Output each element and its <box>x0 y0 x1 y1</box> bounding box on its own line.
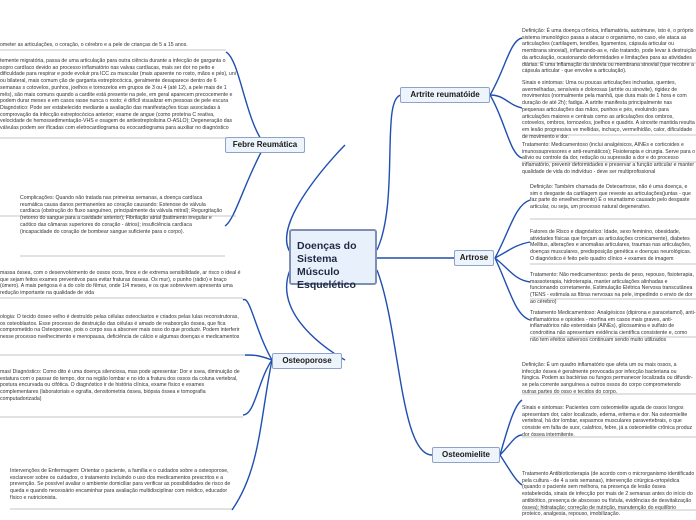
osteo-leaf-definition: massa óssea, com o desenvolvimento de ossos ocos, finos e de extrema sensibilidade, ar risco o ideal é que sejam feitos exames preventivos para evitar fraturas ósseas. Os mur), o punho (rádio) e braço (úmero). A mais perigosa é a do colo do fêmur, onde 1/4 meses, e os que sobrevivem apresenta uma redução importante na qualidade de vida <box>0 270 241 297</box>
artrite-leaf-definition: Definição: É uma doença crônica, inflamatória, autoimune, isto é, o próprio sistema imunológico passa a atacar o organismo, no caso, ele ataca as articulações (cartilagem, tendões, ligamentos, cápsula articular ou membrana sinovial), inflamando-as e, não tratando, pode levar à destruição da articulação, ocasionando deformidades e limitações para as atividades diárias. É uma inflamação da sinóvia ou membrana sinovial (que recobre a cápsula articular - que envolve a articulação). <box>522 28 696 75</box>
osteomielite-leaf-treatment: Tratamento Antibioticoterapia (de acordo com o microrganismo identificado pela cultura - de 4 a seis semanas), intervenção cirúrgica-ortopédica (quando o paciente sem melhora, na presença de lesão óssea estabelecida, sinais de infecção por mais de 2 semanas antes do início do antibiótico, presença de abscesso ou fístula, evidências de desvitalização óssea); hidratação; correção de nutrição, manutenção do equilíbrio proteico, analgesia, repouso, imobilização. <box>522 471 695 518</box>
artrose-leaf-drug-treatment: Tratamento Medicamentoso: Analgésicos (dipirona e paracetamol), anti-inflamatórios e opioides - morfina em casos mais graves, anti-inflamatórios não esteroidais (AINEs), glicosamina e sulfato de condroitina não apresentam evidência científica consistente e, como não tem efeitos adversos continuam sendo muito utilizados <box>530 310 696 343</box>
branch-osteomielite[interactable]: Osteomielite <box>432 447 500 463</box>
branch-artrose[interactable]: Artrose <box>454 250 494 266</box>
osteo-leaf-physiology: ologia: O tecido ósseo velho é destruído pelas células osteoclastos e criados pelas lulas reconstrutoras, os osteoblastos. Esse processo de destruição das células é amado de reabsorção óssea, que fica comprometido na Osteoporose, pois o corpo ssa a absorver mais osso do que produzir. Podem interferir nesse processo nvelhecimento e menopausa, deficiência de cálcio e algumas doenças e medicamentos <box>0 314 240 341</box>
artrite-leaf-treatment: Tratamento: Medicamentoso (inclui analgésicos, AINEs e corticoides e imunossupressores e anti-reumáticos); Fisioterapia e cirurgia. Serve para o alívio ou controle da dor, redução ou supressão a dor e do processo inflamatório, prevenir deformidades e preservar a função articular e manter qualidade de vida do indivíduo - deve ser multiprofissional <box>522 142 695 175</box>
branch-artrite-reumatoide[interactable]: Artrite reumatóide <box>400 87 490 103</box>
artrose-leaf-definition: Definição: Também chamada de Osteoartrose, não é uma doença, e sim o desgaste da cartilagem que reveste as articulações(juntas - que faz parte do envelhecimento) É o reumatismo causado pelo desgaste articular, ou seja, um processo natural degenerativo. <box>530 184 691 211</box>
febre-leaf-complications: Complicações: Quando não tratada nas primeiras semanas, a doença cardíaca reumática causa danos permanentes ao coração causando: Estenose de válvula cardíaca (obstrução do fluxo sanguíneo, principalmente da válvula mitral); Regurgitação (retorno do sangue para a cavidade anterior); Fibrilação atrial (batimento irregular e caótico das câmaras superiores do coração - átrios); insuficiência cardíaca (incapacidade do coração de bombear sangue suficiente para o corpo). <box>20 195 223 235</box>
osteomielite-leaf-symptoms: Sinais e sintomas: Pacientes com osteomielite aguda de ossos longos apresentam dor, calor localizado, edema, eritema e dor. Na osteomielite vertebral, há dor lombar, espasmos musculares paravertebrais, o que consiste em falta de suor, calafrios, febre, já a osteomielite crônica produz dor óssea intermitente. <box>522 405 693 438</box>
artrose-leaf-risk-diagnosis: Fatores de Risco e diagnóstico: Idade, sexo feminino, obesidade, atividades físicas que forçam as articulações cronicamente), diabetes Mellitus, alterações e anomalias articulares, traumas nas articulações, doenças musculares, predisposição genética e doenças neurológicas. O diagnóstico é feito pelo quadro clínico + exames de imagem <box>530 229 692 262</box>
osteo-leaf-symptoms-diagnosis: mas/ Diagnóstico: Como dito é uma doença silenciosa, mas pode apresentar: Dor e ssea, diminuição de estatura com o passar do tempo, dor na região lombar e no ido a fratura dos ossos da coluna vertebral, postura encurvada ou cifótica. O diagnóstico ir de história clínica, exame físico e exames complementares (laboratoriais e ografia, densitometria óssea, biópsia óssea e tomografia computadorizada) <box>0 369 240 402</box>
central-topic-line-3: Esquelético <box>297 279 356 291</box>
branch-osteoporose[interactable]: Osteoporose <box>272 353 342 369</box>
central-topic-line-2: Sistema Músculo <box>297 253 340 278</box>
febre-leaf-symptoms-diagnosis: temente migratória, passa de uma articulação para outra ciência durante a infecção de garganta o sopro cardíaco devido ao processo inflamatório nas valvas cardíacas, mais ser dor no peito e dificuldade para respirar e pode evoluir pra ICC za muscular (mais aparente no rosto, mãos e pés), uni ou bilateral, mais comum ção de garganta estreptocócica, geralmente desaparece dentro de 6 semanas s cotovelos, punhos, joelhos e tornozelos em grupos de 3 ou 4 (até 12), a pele mais de 1 mês), são mais comuns quando a cardite está presente na pele, em geral aparecem precocemente e podem durar meses e em casos rasse nunca o rosto; é difícil visualizar em pessoas de pele escura Diagnóstico: Pode ser estabelecido mediante a avaliação das manifestações ticas associadas à comprovação da infecção estreptocócica anterior; exame de angue (como proteína C reativa, velocidade de hemossedimentação-VHS e osagem de antiestreptolisina O-ASLO); Degeneração das válvulas podem ser ificadas com eletrocardiograma ou ecocardiograma para auxiliar no diagnóstico <box>0 58 236 132</box>
artrose-leaf-non-drug-treatment: Tratamento: Não medicamentoso: perda de peso, repouso, fisioterapia, massoterapia, hidroterapia, manter articulações alinhadas e funcionando corretamente, Estimulação Elétrica Nervosa transcutânea (TENS - estimula as fibras nervosas na pele, impedindo o envio de dor ao cérebro) <box>530 272 694 305</box>
febre-leaf-definition: ometer as articulações, o coração, o cérebro e a pele de crianças de 5 a 15 anos. <box>0 42 188 48</box>
central-topic[interactable] <box>289 229 377 291</box>
artrite-leaf-symptoms: Sinais e sintomas: Uma ou poucas articulações inchadas, quentes, avermelhadas, sensíveis e dolorosas (artrite ou sinovite), rigidez de movimentos (normalmente pela manhã, que dura mais de 1 hora e com duração de até 2h); fadiga. A artrite manifesta principalmente nas pequenas articulações das mãos, punhos e pés, evoluindo para articulações maiores e centrais como as articulações dos ombros, cotovelos, ombros, tornozelos, joelhos e quadris. A sinovite mantida resulta em lesão progressiva ve mellidas, inchaço, vermelhidão, calor, dificuldade de movimento e dor. <box>522 80 695 140</box>
branch-febre-reumatica[interactable]: Febre Reumática <box>225 137 305 153</box>
osteo-leaf-nursing: Intervenções de Enfermagem: Orientar o paciente, a família e o cuidados sobre a osteoporose, esclarecer sobre os cuidados, o tratamento incluindo o uso dos medicamentos prescritos e a prevenção. Se possível avaliar o ambiente domiciliar para verificar as possibilidades de risco de queda e quando necessário encaminhar para avaliação multidisciplinar com médico, educador físico e nutricionista. <box>10 468 231 501</box>
central-topic-line-1: Doenças do <box>297 240 357 252</box>
osteomielite-leaf-definition: Definição: É um quadro inflamatório que afeta um ou mais ossos, a infecção óssea é geralmente provocada por infecção bacteriana ou fúngica. Podem as bactérias ou fungos permanecer localizada ou difundir-se pela corrente sanguínea a outros ossos do corpo comprometendo outras partes do osso e tecidos do corpo. <box>522 362 693 395</box>
